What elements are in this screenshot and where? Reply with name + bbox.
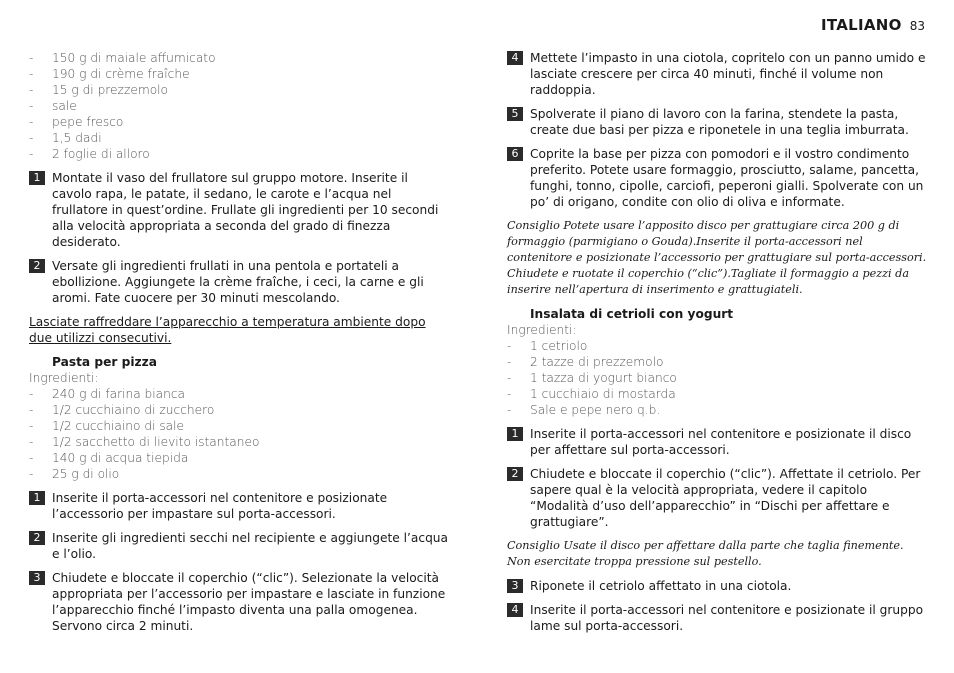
step [507,466,927,530]
tip-note: Consiglio Potete usare l’apposito disco per grattugiare circa 200 g di formaggio (parmigiano o Gouda).Inserite il porta-accessori nel contenitore e posizionate l’accessorio per grattugiare sul porta-accessori. Chiudete e ruotate il coperchio (“clic”).Tagliate il formaggio a pezzi da inserire nell’apertura di inserimento e grattugiateli. [507,219,927,296]
list-item: - 1,5 dadi [29,131,102,145]
step-text: Inserite il porta-accessori nel contenitore e posizionate il gruppo lame sul porta-accessori. [530,603,924,633]
step [507,602,927,634]
list-item: - 2 foglie di alloro [29,147,150,161]
step [29,258,449,306]
step-text: Spolverate il piano di lavoro con la farina, stendete la pasta, create due basi per pizza e riponetele in una teglia imburrata. [530,107,909,137]
step-number-badge: 3 [29,571,45,585]
list-item: - 1 cucchiaio di mostarda [507,387,676,401]
ingredients-label: Ingredienti: [507,323,577,337]
ingredient-list-2 [29,386,449,482]
step-number-badge: 4 [507,603,523,617]
step-text: Montate il vaso del frullatore sul gruppo motore. Inserite il cavolo rapa, le patate, il sedano, le carote e l’acqua nel frullatore in quest’ordine. Frullate gli ingredienti per 10 secondi alla velocità appropriata a seconda del grado di finezza desiderato. [52,171,439,249]
step-number-badge: 4 [507,51,523,65]
page-header [821,16,925,34]
step-number-badge: 6 [507,147,523,161]
step-text: Versate gli ingredienti frullati in una pentola e portateli a ebollizione. Aggiungete la crème fraîche, i ceci, la carne e gli aromi. Fate cuocere per 30 minuti mescolando. [52,259,424,305]
step-text: Chiudete e bloccate il coperchio (“clic”). Selezionate la velocità appropriata per l’accessorio per impastare e lasciate in funzione l’apparecchio finché l’impasto diventa una palla omogenea. Servono circa 2 minuti. [52,571,446,633]
step-number-badge: 2 [29,259,45,273]
step-text: Inserite il porta-accessori nel contenitore e posizionate l’accessorio per impastare sul porta-accessori. [52,491,388,521]
list-item: - 150 g di maiale affumicato [29,51,216,65]
step [507,146,927,210]
ingredients-label: Ingredienti: [29,371,99,385]
step [29,570,449,634]
step-text: Inserite il porta-accessori nel contenitore e posizionate il disco per affettare sul porta-accessori. [530,427,912,457]
recipe-heading: Insalata di cetrioli con yogurt [530,307,734,321]
step [507,50,927,98]
step-number-badge: 2 [507,467,523,481]
list-item: - 240 g di farina bianca [29,387,186,401]
list-item: - pepe fresco [29,115,124,129]
right-column [507,50,927,634]
step-text: Mettete l’impasto in una ciotola, copritelo con un panno umido e lasciate crescere per circa 40 minuti, finché il volume non raddoppia. [530,51,926,97]
safety-note: Lasciate raffreddare l’apparecchio a temperatura ambiente dopo due utilizzi consecutivi. [29,315,426,345]
list-item: - 15 g di prezzemolo [29,83,169,97]
list-item: - 25 g di olio [29,467,120,481]
step [507,426,927,458]
ingredient-list-1 [29,50,449,162]
step [29,490,449,522]
tip-note: Consiglio Usate il disco per affettare dalla parte che taglia finemente. Non esercitate troppa pressione sul pestello. [507,539,904,568]
left-column [29,50,449,634]
step [507,578,927,594]
step-number-badge: 3 [507,579,523,593]
step [29,530,449,562]
step-text: Chiudete e bloccate il coperchio (“clic”). Affettate il cetriolo. Per sapere qual è la velocità appropriata, vedere il capitolo “Modalità d’uso dell’apparecchio” in “Dischi per affettare e grattugiare”. [530,467,921,529]
page-number: 83 [909,19,925,33]
list-item: - sale [29,99,77,113]
step-number-badge: 2 [29,531,45,545]
recipe-heading: Pasta per pizza [52,355,157,369]
step [29,170,449,250]
list-item: - 2 tazze di prezzemolo [507,355,664,369]
step-text: Inserite gli ingredienti secchi nel recipiente e aggiungete l’acqua e l’olio. [52,531,448,561]
step-text: Riponete il cetriolo affettato in una ciotola. [530,579,792,593]
list-item: - 190 g di crème fraîche [29,67,190,81]
step-number-badge: 5 [507,107,523,121]
step-number-badge: 1 [29,171,45,185]
list-item: - Sale e pepe nero q.b. [507,403,661,417]
list-item: - 1/2 cucchiaino di zucchero [29,403,215,417]
ingredient-list [507,338,927,418]
language-label: ITALIANO [821,16,902,34]
step-text: Coprite la base per pizza con pomodori e il vostro condimento preferito. Potete usare formaggio, prosciutto, salame, pancetta, funghi, tonno, cipolle, carciofi, peperoni gialli. Spolverate con un po’ di origano, condite con olio di oliva e informate. [530,147,924,209]
step-number-badge: 1 [507,427,523,441]
step-number-badge: 1 [29,491,45,505]
list-item: - 1 cetriolo [507,339,588,353]
list-item: - 1/2 cucchiaino di sale [29,419,185,433]
list-item: - 1/2 sacchetto di lievito istantaneo [29,435,260,449]
list-item: - 140 g di acqua tiepida [29,451,189,465]
list-item: - 1 tazza di yogurt bianco [507,371,677,385]
step [507,106,927,138]
